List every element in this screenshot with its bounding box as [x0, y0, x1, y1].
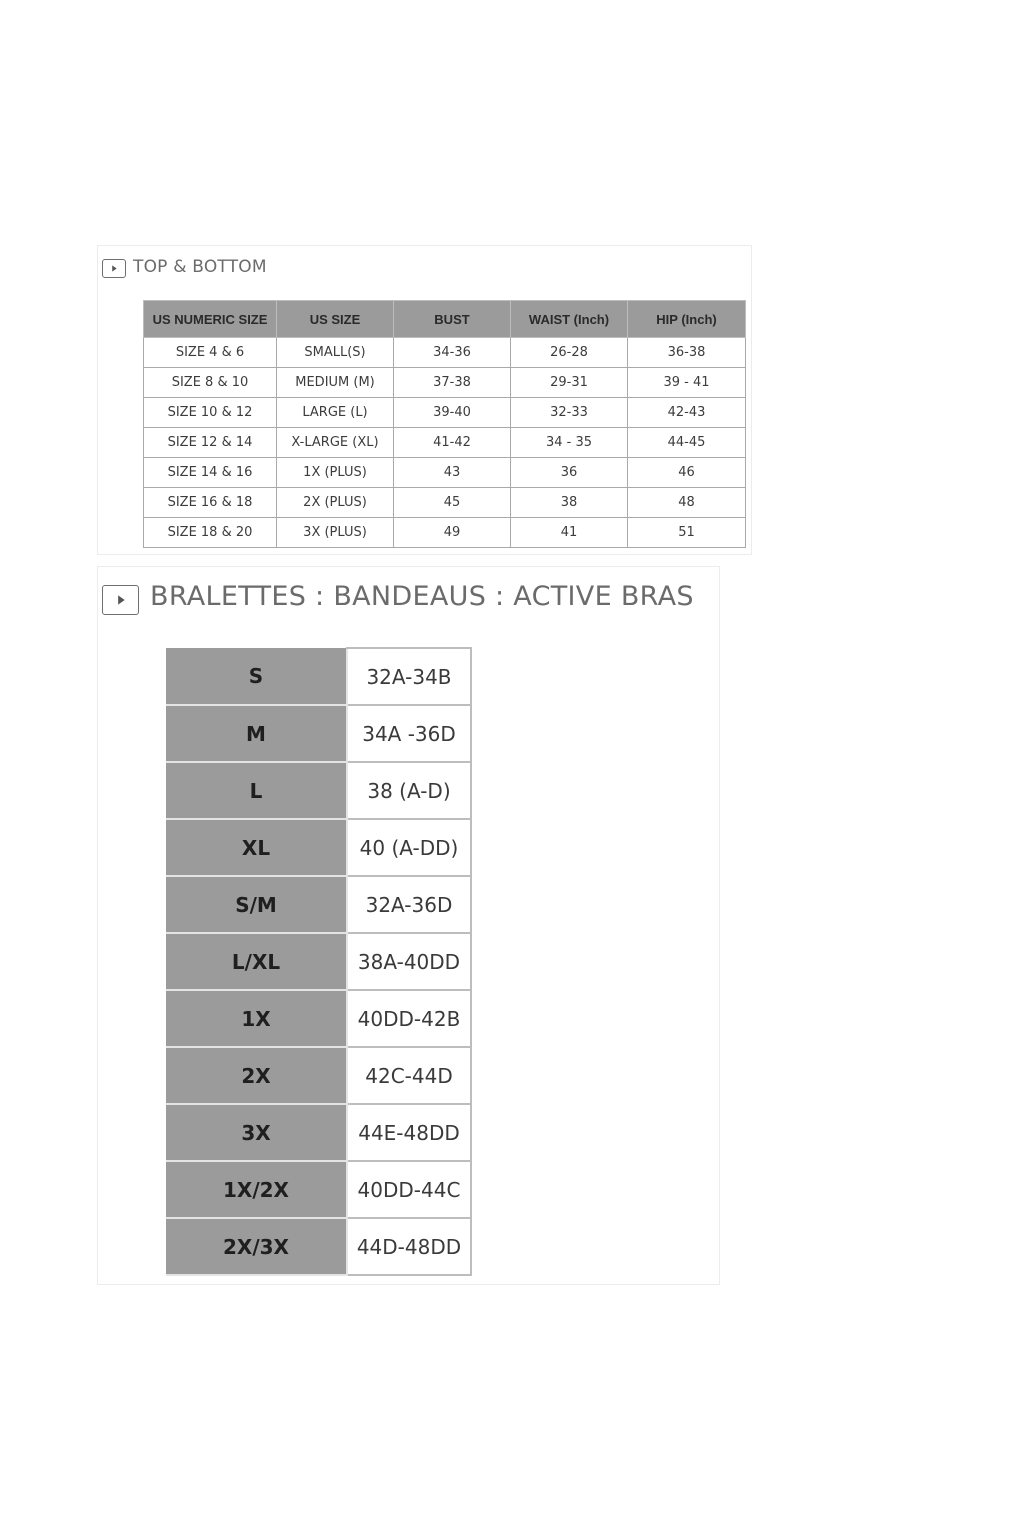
top-bottom-panel [97, 245, 752, 555]
table-cell: SMALL(S) [277, 338, 394, 368]
table-cell: 44-45 [628, 428, 746, 458]
table-cell: 41 [511, 518, 628, 548]
bralette-size-table [166, 647, 472, 1276]
table-cell: SIZE 14 & 16 [144, 458, 277, 488]
bra-size-range: 44E-48DD [347, 1104, 471, 1161]
bra-size-label: 2X/3X [166, 1218, 347, 1275]
table-cell: SIZE 10 & 12 [144, 398, 277, 428]
table-cell: 45 [394, 488, 511, 518]
table-cell: 29-31 [511, 368, 628, 398]
table-cell: 26-28 [511, 338, 628, 368]
table-row [166, 1161, 471, 1218]
table-row [166, 1104, 471, 1161]
table-row [144, 398, 746, 428]
size-chart-table [143, 300, 746, 548]
bra-size-label: XL [166, 819, 347, 876]
table-cell: 39-40 [394, 398, 511, 428]
bra-size-label: S [166, 648, 347, 705]
table-row [166, 819, 471, 876]
table-cell: LARGE (L) [277, 398, 394, 428]
bra-size-range: 32A-34B [347, 648, 471, 705]
bra-size-range: 42C-44D [347, 1047, 471, 1104]
table-cell: SIZE 8 & 10 [144, 368, 277, 398]
table-cell: 36 [511, 458, 628, 488]
table-cell: 32-33 [511, 398, 628, 428]
table-cell: 49 [394, 518, 511, 548]
table-row [144, 428, 746, 458]
column-header: US SIZE [277, 301, 394, 338]
bra-size-label: S/M [166, 876, 347, 933]
column-header: BUST [394, 301, 511, 338]
table-row [144, 518, 746, 548]
table-cell: 1X (PLUS) [277, 458, 394, 488]
table-row [166, 1047, 471, 1104]
table-cell: 34-36 [394, 338, 511, 368]
table-cell: SIZE 12 & 14 [144, 428, 277, 458]
table-cell: X-LARGE (XL) [277, 428, 394, 458]
bra-size-range: 38 (A-D) [347, 762, 471, 819]
table-row [166, 762, 471, 819]
table-row [144, 458, 746, 488]
bra-size-range: 44D-48DD [347, 1218, 471, 1275]
bra-size-label: 1X [166, 990, 347, 1047]
table-row [166, 648, 471, 705]
bra-size-range: 40DD-42B [347, 990, 471, 1047]
table-cell: 36-38 [628, 338, 746, 368]
table-cell: 42-43 [628, 398, 746, 428]
table-cell: 43 [394, 458, 511, 488]
table-cell: SIZE 16 & 18 [144, 488, 277, 518]
section-title-top-bottom[interactable]: TOP & BOTTOM [133, 257, 267, 277]
bra-size-label: 2X [166, 1047, 347, 1104]
table-cell: SIZE 4 & 6 [144, 338, 277, 368]
table-row [166, 705, 471, 762]
table-cell: MEDIUM (M) [277, 368, 394, 398]
table-row [144, 488, 746, 518]
table-row [166, 990, 471, 1047]
bra-size-range: 38A-40DD [347, 933, 471, 990]
table-cell: 38 [511, 488, 628, 518]
table-cell: 46 [628, 458, 746, 488]
play-icon[interactable] [102, 585, 139, 615]
column-header: US NUMERIC SIZE [144, 301, 277, 338]
table-cell: 41-42 [394, 428, 511, 458]
table-row [144, 338, 746, 368]
bra-size-label: M [166, 705, 347, 762]
bra-size-range: 34A -36D [347, 705, 471, 762]
bra-size-label: 1X/2X [166, 1161, 347, 1218]
table-row [166, 876, 471, 933]
table-cell: 39 - 41 [628, 368, 746, 398]
bra-size-range: 32A-36D [347, 876, 471, 933]
table-row [166, 933, 471, 990]
table-cell: SIZE 18 & 20 [144, 518, 277, 548]
table-cell: 3X (PLUS) [277, 518, 394, 548]
bra-size-range: 40 (A-DD) [347, 819, 471, 876]
bra-size-label: L/XL [166, 933, 347, 990]
column-header: HIP (Inch) [628, 301, 746, 338]
table-row [166, 1218, 471, 1275]
table-cell: 51 [628, 518, 746, 548]
bra-size-range: 40DD-44C [347, 1161, 471, 1218]
column-header: WAIST (Inch) [511, 301, 628, 338]
table-cell: 48 [628, 488, 746, 518]
table-row [144, 368, 746, 398]
bra-size-label: 3X [166, 1104, 347, 1161]
bralettes-panel [97, 566, 720, 1285]
play-icon[interactable] [102, 259, 126, 278]
table-header-row [144, 301, 746, 338]
bra-size-label: L [166, 762, 347, 819]
table-cell: 34 - 35 [511, 428, 628, 458]
table-cell: 2X (PLUS) [277, 488, 394, 518]
table-cell: 37-38 [394, 368, 511, 398]
section-title-bralettes[interactable]: BRALETTES : BANDEAUS : ACTIVE BRAS [150, 581, 694, 612]
